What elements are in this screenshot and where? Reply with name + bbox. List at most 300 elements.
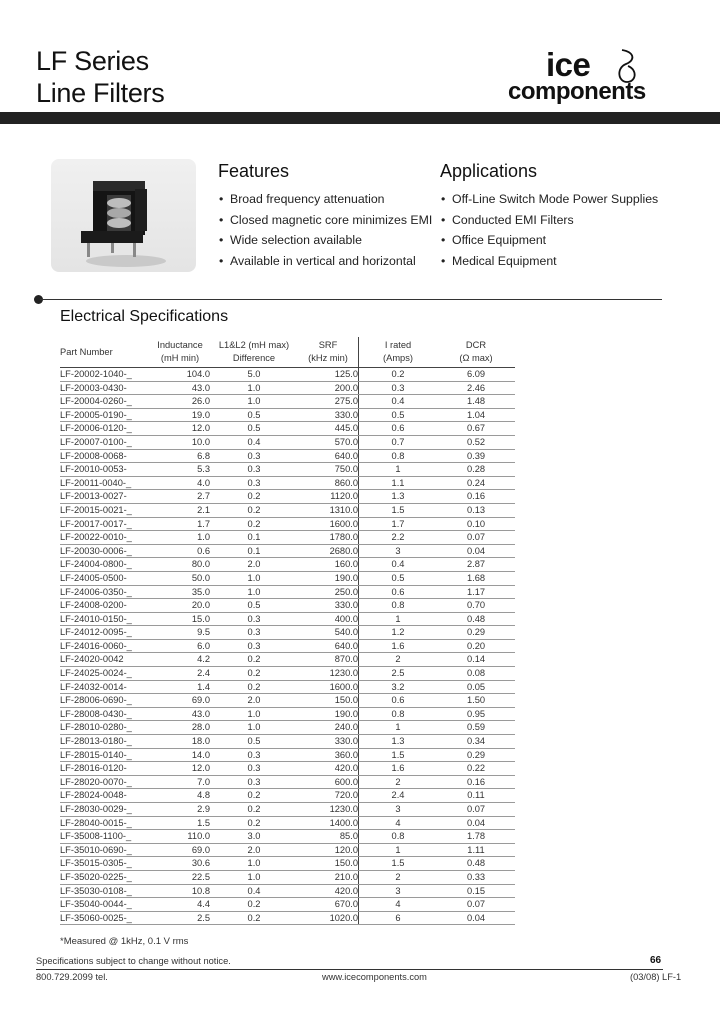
- table-cell: 1.5: [359, 503, 438, 517]
- features-heading: Features: [218, 161, 290, 181]
- phone-number: 800.729.2099 tel.: [36, 972, 108, 982]
- table-cell: 1.48: [437, 395, 515, 409]
- table-cell: 0.1: [210, 531, 298, 545]
- table-cell: 0.33: [437, 870, 515, 884]
- table-cell: 0.2: [210, 517, 298, 531]
- table-cell: 69.0: [150, 694, 210, 708]
- table-cell: 420.0: [298, 884, 359, 898]
- table-cell: 6.0: [150, 639, 210, 653]
- table-cell: 150.0: [298, 857, 359, 871]
- table-cell: 1.0: [210, 395, 298, 409]
- table-cell: 1.17: [437, 585, 515, 599]
- footer-divider: [36, 969, 663, 970]
- table-cell: LF-28030-0029-_: [60, 803, 150, 817]
- list-item: • Medical Equipment: [440, 251, 658, 272]
- table-cell: LF-20030-0006-_: [60, 544, 150, 558]
- table-cell: 0.2: [210, 653, 298, 667]
- table-cell: LF-24010-0150-_: [60, 612, 150, 626]
- table-row: [60, 721, 515, 735]
- table-row: [60, 531, 515, 545]
- specs-heading: Electrical Specifications: [60, 308, 229, 325]
- table-cell: 0.3: [210, 748, 298, 762]
- table-cell: LF-20013-0027-: [60, 490, 150, 504]
- table-cell: 1.2: [359, 626, 438, 640]
- table-cell: 0.1: [210, 544, 298, 558]
- table-cell: 1.5: [359, 748, 438, 762]
- table-cell: 0.5: [210, 422, 298, 436]
- table-cell: 3: [359, 803, 438, 817]
- section-divider: [40, 299, 662, 300]
- table-cell: LF-20003-0430-: [60, 381, 150, 395]
- table-row: [60, 395, 515, 409]
- table-cell: 2.2: [359, 531, 438, 545]
- table-row: [60, 816, 515, 830]
- product-photo: [51, 159, 196, 272]
- table-cell: 18.0: [150, 735, 210, 749]
- table-cell: 15.0: [150, 612, 210, 626]
- table-cell: 540.0: [298, 626, 359, 640]
- table-cell: 3.0: [210, 830, 298, 844]
- table-cell: 0.4: [359, 395, 438, 409]
- table-cell: 0.59: [437, 721, 515, 735]
- table-row: [60, 803, 515, 817]
- logo-text-top: ice: [546, 46, 591, 83]
- table-cell: 600.0: [298, 775, 359, 789]
- table-cell: 120.0: [298, 843, 359, 857]
- table-cell: LF-35008-1100-_: [60, 830, 150, 844]
- header-bar: [0, 112, 720, 124]
- website-link[interactable]: www.icecomponents.com: [322, 972, 427, 982]
- table-cell: LF-35010-0690-_: [60, 843, 150, 857]
- table-cell: 0.2: [210, 789, 298, 803]
- table-cell: 0.8: [359, 830, 438, 844]
- table-cell: 0.05: [437, 680, 515, 694]
- table-cell: LF-24008-0200-: [60, 599, 150, 613]
- table-cell: 4.0: [150, 476, 210, 490]
- disclaimer: Specifications subject to change without notice.: [36, 956, 231, 966]
- table-row: [60, 911, 515, 925]
- table-cell: 1.6: [359, 639, 438, 653]
- column-header: SRF (kHz min): [298, 337, 359, 368]
- table-cell: 0.34: [437, 735, 515, 749]
- column-header: Part Number: [60, 337, 150, 368]
- table-row: [60, 517, 515, 531]
- table-row: [60, 735, 515, 749]
- table-cell: LF-24012-0095-_: [60, 626, 150, 640]
- table-cell: 1310.0: [298, 503, 359, 517]
- table-cell: 160.0: [298, 558, 359, 572]
- table-cell: 9.5: [150, 626, 210, 640]
- table-cell: LF-28015-0140-_: [60, 748, 150, 762]
- table-cell: 12.0: [150, 762, 210, 776]
- table-cell: 0.04: [437, 544, 515, 558]
- table-row: [60, 585, 515, 599]
- table-row: [60, 843, 515, 857]
- list-item: • Wide selection available: [218, 230, 432, 251]
- table-cell: 1.3: [359, 490, 438, 504]
- table-cell: LF-24032-0014-: [60, 680, 150, 694]
- table-cell: 22.5: [150, 870, 210, 884]
- company-logo: [508, 48, 668, 110]
- table-cell: 250.0: [298, 585, 359, 599]
- table-cell: 30.6: [150, 857, 210, 871]
- table-cell: LF-24020-0042: [60, 653, 150, 667]
- table-cell: 200.0: [298, 381, 359, 395]
- table-cell: LF-35030-0108-_: [60, 884, 150, 898]
- table-cell: 0.5: [359, 571, 438, 585]
- table-cell: LF-24004-0800-_: [60, 558, 150, 572]
- table-cell: 0.52: [437, 435, 515, 449]
- table-cell: 0.3: [359, 381, 438, 395]
- table-cell: 1.5: [150, 816, 210, 830]
- table-cell: 1: [359, 612, 438, 626]
- table-cell: 0.6: [359, 694, 438, 708]
- table-cell: 1600.0: [298, 517, 359, 531]
- table-cell: 2: [359, 653, 438, 667]
- table-row: [60, 830, 515, 844]
- table-cell: 1.6: [359, 762, 438, 776]
- table-cell: 0.07: [437, 803, 515, 817]
- table-cell: 2: [359, 870, 438, 884]
- table-cell: LF-28040-0015-_: [60, 816, 150, 830]
- table-cell: 0.16: [437, 775, 515, 789]
- table-cell: 210.0: [298, 870, 359, 884]
- table-row: [60, 368, 515, 382]
- table-row: [60, 639, 515, 653]
- table-cell: 2.87: [437, 558, 515, 572]
- table-cell: 0.2: [210, 680, 298, 694]
- table-cell: 330.0: [298, 599, 359, 613]
- table-row: [60, 544, 515, 558]
- table-cell: 28.0: [150, 721, 210, 735]
- table-cell: 0.22: [437, 762, 515, 776]
- table-cell: 0.7: [359, 435, 438, 449]
- table-cell: 1.0: [210, 857, 298, 871]
- table-cell: LF-35020-0225-_: [60, 870, 150, 884]
- table-cell: 0.2: [210, 898, 298, 912]
- table-row: [60, 449, 515, 463]
- column-header: DCR (Ω max): [437, 337, 515, 368]
- table-cell: 0.8: [359, 599, 438, 613]
- table-cell: LF-35040-0044-_: [60, 898, 150, 912]
- table-row: [60, 558, 515, 572]
- table-cell: 330.0: [298, 408, 359, 422]
- table-cell: 5.3: [150, 463, 210, 477]
- table-row: [60, 870, 515, 884]
- table-cell: 0.3: [210, 626, 298, 640]
- table-row: [60, 667, 515, 681]
- table-cell: 20.0: [150, 599, 210, 613]
- table-cell: LF-20004-0260-_: [60, 395, 150, 409]
- table-cell: 0.2: [210, 911, 298, 925]
- table-row: [60, 381, 515, 395]
- table-cell: 0.5: [359, 408, 438, 422]
- table-cell: 2.4: [359, 789, 438, 803]
- table-cell: LF-24005-0500-: [60, 571, 150, 585]
- table-cell: 1780.0: [298, 531, 359, 545]
- table-cell: 1230.0: [298, 667, 359, 681]
- table-cell: 80.0: [150, 558, 210, 572]
- table-cell: 6.8: [150, 449, 210, 463]
- table-row: [60, 680, 515, 694]
- table-cell: 1: [359, 843, 438, 857]
- table-cell: 1.0: [210, 721, 298, 735]
- table-cell: LF-20010-0053-: [60, 463, 150, 477]
- table-cell: LF-20005-0190-_: [60, 408, 150, 422]
- table-cell: 3: [359, 884, 438, 898]
- table-cell: 0.3: [210, 762, 298, 776]
- table-cell: 69.0: [150, 843, 210, 857]
- table-cell: 50.0: [150, 571, 210, 585]
- table-cell: 1.78: [437, 830, 515, 844]
- table-cell: 1.3: [359, 735, 438, 749]
- table-cell: LF-24025-0024-_: [60, 667, 150, 681]
- table-cell: 1.0: [210, 571, 298, 585]
- table-cell: 10.8: [150, 884, 210, 898]
- table-cell: 0.28: [437, 463, 515, 477]
- table-cell: 670.0: [298, 898, 359, 912]
- table-row: [60, 898, 515, 912]
- table-cell: 420.0: [298, 762, 359, 776]
- table-cell: 2.46: [437, 381, 515, 395]
- table-cell: 0.39: [437, 449, 515, 463]
- table-cell: LF-20022-0010-_: [60, 531, 150, 545]
- table-cell: 0.2: [210, 490, 298, 504]
- applications-list: [440, 189, 658, 272]
- list-item: • Office Equipment: [440, 230, 658, 251]
- table-cell: 35.0: [150, 585, 210, 599]
- table-row: [60, 884, 515, 898]
- table-cell: 1.0: [210, 870, 298, 884]
- table-cell: 0.07: [437, 898, 515, 912]
- table-cell: 1.04: [437, 408, 515, 422]
- table-cell: 125.0: [298, 368, 359, 382]
- table-cell: 0.07: [437, 531, 515, 545]
- table-cell: 1.0: [210, 585, 298, 599]
- table-cell: 2.1: [150, 503, 210, 517]
- table-cell: 2.7: [150, 490, 210, 504]
- table-row: [60, 789, 515, 803]
- table-cell: LF-20011-0040-_: [60, 476, 150, 490]
- table-cell: 1230.0: [298, 803, 359, 817]
- table-cell: 0.14: [437, 653, 515, 667]
- table-cell: 2.5: [150, 911, 210, 925]
- table-cell: 10.0: [150, 435, 210, 449]
- table-cell: LF-20017-0017-_: [60, 517, 150, 531]
- table-cell: 0.2: [210, 667, 298, 681]
- table-cell: LF-28008-0430-_: [60, 707, 150, 721]
- page-title-line1: LF Series: [36, 46, 149, 76]
- table-cell: 1.11: [437, 843, 515, 857]
- table-cell: 0.4: [359, 558, 438, 572]
- table-cell: 0.3: [210, 449, 298, 463]
- table-cell: LF-28024-0048-: [60, 789, 150, 803]
- table-cell: 0.2: [210, 503, 298, 517]
- table-row: [60, 762, 515, 776]
- table-cell: 0.5: [210, 735, 298, 749]
- table-row: [60, 490, 515, 504]
- table-cell: 2: [359, 775, 438, 789]
- table-cell: 640.0: [298, 449, 359, 463]
- footnote: *Measured @ 1kHz, 0.1 V rms: [60, 936, 189, 947]
- table-cell: 0.24: [437, 476, 515, 490]
- table-cell: 1: [359, 721, 438, 735]
- table-cell: 0.95: [437, 707, 515, 721]
- table-cell: 0.70: [437, 599, 515, 613]
- table-cell: 0.2: [210, 803, 298, 817]
- table-cell: 0.11: [437, 789, 515, 803]
- table-cell: 7.0: [150, 775, 210, 789]
- table-cell: 190.0: [298, 571, 359, 585]
- table-cell: 0.3: [210, 476, 298, 490]
- table-cell: 0.6: [150, 544, 210, 558]
- table-cell: 0.04: [437, 816, 515, 830]
- table-row: [60, 599, 515, 613]
- table-row: [60, 408, 515, 422]
- specs-table: [60, 337, 515, 925]
- table-cell: 0.67: [437, 422, 515, 436]
- table-cell: 4.2: [150, 653, 210, 667]
- table-cell: 4: [359, 816, 438, 830]
- table-cell: 0.3: [210, 639, 298, 653]
- table-cell: 1.0: [150, 531, 210, 545]
- table-cell: 0.3: [210, 775, 298, 789]
- table-cell: 85.0: [298, 830, 359, 844]
- table-row: [60, 694, 515, 708]
- table-row: [60, 571, 515, 585]
- table-cell: 1600.0: [298, 680, 359, 694]
- table-cell: LF-28010-0280-_: [60, 721, 150, 735]
- table-cell: 870.0: [298, 653, 359, 667]
- table-cell: 0.16: [437, 490, 515, 504]
- table-cell: 26.0: [150, 395, 210, 409]
- table-cell: 4.8: [150, 789, 210, 803]
- column-header: Inductance (mH min): [150, 337, 210, 368]
- features-list: [218, 189, 432, 272]
- table-cell: LF-20008-0068-: [60, 449, 150, 463]
- table-cell: LF-28006-0690-_: [60, 694, 150, 708]
- table-cell: 1.0: [210, 381, 298, 395]
- table-cell: 1120.0: [298, 490, 359, 504]
- list-item: • Broad frequency attenuation: [218, 189, 432, 210]
- table-cell: 0.10: [437, 517, 515, 531]
- page-title-line2: Line Filters: [36, 78, 165, 108]
- table-cell: LF-20006-0120-_: [60, 422, 150, 436]
- line-filter-image: [51, 159, 196, 272]
- table-cell: 110.0: [150, 830, 210, 844]
- table-cell: 1: [359, 463, 438, 477]
- table-cell: LF-20015-0021-_: [60, 503, 150, 517]
- table-row: [60, 857, 515, 871]
- list-item: • Closed magnetic core minimizes EMI: [218, 210, 432, 231]
- table-cell: 5.0: [210, 368, 298, 382]
- document-code: (03/08) LF-1: [630, 972, 682, 982]
- table-cell: 0.08: [437, 667, 515, 681]
- table-cell: 2.0: [210, 558, 298, 572]
- table-cell: 0.04: [437, 911, 515, 925]
- table-cell: 190.0: [298, 707, 359, 721]
- table-cell: LF-24016-0060-_: [60, 639, 150, 653]
- table-cell: 4.4: [150, 898, 210, 912]
- table-row: [60, 748, 515, 762]
- table-cell: 0.13: [437, 503, 515, 517]
- table-cell: 0.8: [359, 449, 438, 463]
- table-cell: 0.2: [359, 368, 438, 382]
- table-cell: 0.5: [210, 599, 298, 613]
- table-cell: 104.0: [150, 368, 210, 382]
- table-row: [60, 612, 515, 626]
- table-cell: 445.0: [298, 422, 359, 436]
- table-cell: 860.0: [298, 476, 359, 490]
- table-row: [60, 707, 515, 721]
- table-cell: 14.0: [150, 748, 210, 762]
- table-cell: 750.0: [298, 463, 359, 477]
- table-cell: 43.0: [150, 381, 210, 395]
- table-cell: LF-20002-1040-_: [60, 368, 150, 382]
- applications-heading: Applications: [440, 161, 538, 181]
- table-cell: 4: [359, 898, 438, 912]
- list-item: • Conducted EMI Filters: [440, 210, 658, 231]
- table-cell: 0.3: [210, 463, 298, 477]
- table-cell: 1.5: [359, 857, 438, 871]
- table-cell: 1020.0: [298, 911, 359, 925]
- table-row: [60, 775, 515, 789]
- table-cell: 43.0: [150, 707, 210, 721]
- table-cell: 0.48: [437, 857, 515, 871]
- table-cell: 330.0: [298, 735, 359, 749]
- table-cell: 0.4: [210, 435, 298, 449]
- table-cell: 0.29: [437, 748, 515, 762]
- table-cell: 1.4: [150, 680, 210, 694]
- table-cell: 0.2: [210, 816, 298, 830]
- table-cell: 6: [359, 911, 438, 925]
- table-cell: LF-28013-0180-_: [60, 735, 150, 749]
- table-cell: 19.0: [150, 408, 210, 422]
- table-cell: 0.4: [210, 884, 298, 898]
- table-cell: 1.7: [150, 517, 210, 531]
- table-cell: LF-20007-0100-_: [60, 435, 150, 449]
- table-cell: LF-28020-0070-_: [60, 775, 150, 789]
- table-cell: 640.0: [298, 639, 359, 653]
- table-row: [60, 476, 515, 490]
- table-cell: 0.20: [437, 639, 515, 653]
- logo-text-bottom: components: [508, 78, 646, 105]
- table-cell: 2.4: [150, 667, 210, 681]
- table-cell: 720.0: [298, 789, 359, 803]
- table-cell: 1.68: [437, 571, 515, 585]
- table-cell: 2.0: [210, 694, 298, 708]
- table-cell: 1.50: [437, 694, 515, 708]
- table-cell: 0.29: [437, 626, 515, 640]
- column-header: I rated (Amps): [359, 337, 438, 368]
- table-row: [60, 463, 515, 477]
- table-cell: 12.0: [150, 422, 210, 436]
- table-cell: 1.7: [359, 517, 438, 531]
- table-cell: LF-28016-0120-: [60, 762, 150, 776]
- table-cell: 3: [359, 544, 438, 558]
- table-row: [60, 503, 515, 517]
- table-cell: LF-24006-0350-_: [60, 585, 150, 599]
- table-cell: 3.2: [359, 680, 438, 694]
- page-number: 66: [650, 955, 662, 966]
- table-cell: 0.5: [210, 408, 298, 422]
- table-cell: 275.0: [298, 395, 359, 409]
- table-row: [60, 653, 515, 667]
- column-header: L1&L2 (mH max) Difference: [210, 337, 298, 368]
- table-row: [60, 435, 515, 449]
- table-row: [60, 422, 515, 436]
- table-cell: 1.0: [210, 707, 298, 721]
